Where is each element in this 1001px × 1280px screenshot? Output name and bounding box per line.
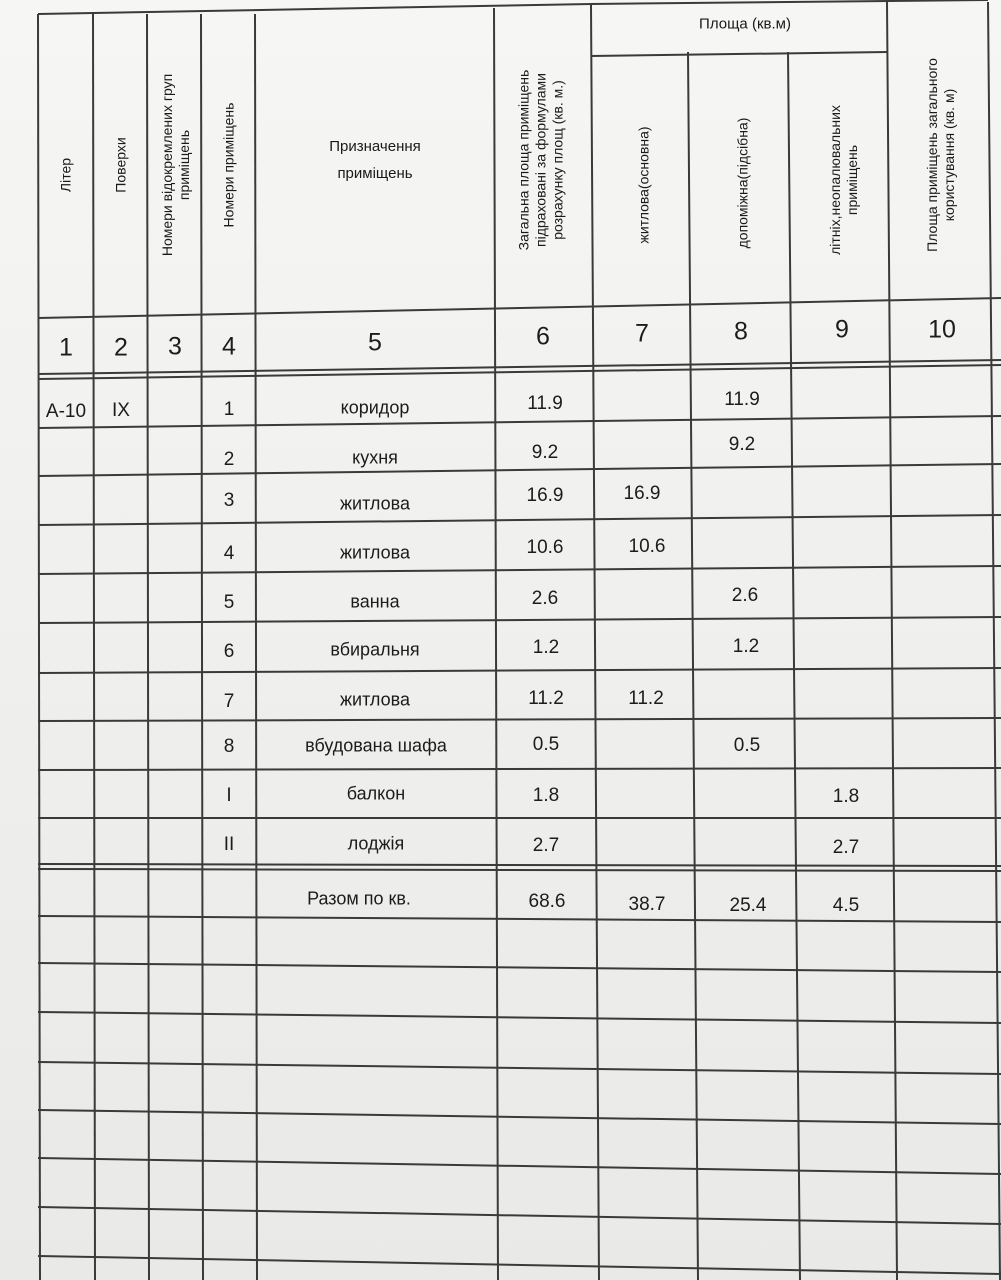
row-room-number: 1 — [223, 399, 235, 420]
row-room-number: 3 — [223, 490, 235, 511]
row-liter: А-10 — [45, 401, 87, 422]
row-room-number: 6 — [223, 641, 235, 662]
column-number: 10 — [928, 315, 956, 344]
header-room-purpose — [329, 133, 421, 187]
row-aux-area: 9.2 — [728, 434, 756, 455]
row-room-number: 8 — [223, 736, 235, 757]
totals-summer-area: 4.5 — [832, 895, 860, 916]
row-total-area: 9.2 — [531, 442, 559, 463]
column-number: 1 — [59, 333, 73, 362]
header-summer-area — [827, 105, 861, 255]
row-purpose: житлова — [339, 542, 411, 563]
row-purpose: житлова — [339, 689, 411, 710]
row-room-number: I — [226, 785, 232, 806]
row-room-number: 2 — [223, 449, 235, 470]
row-total-area: 16.9 — [526, 485, 564, 506]
row-total-area: 11.9 — [527, 393, 563, 414]
row-purpose: житлова — [339, 493, 411, 514]
row-aux-area: 0.5 — [733, 735, 761, 756]
header-total-area — [516, 70, 567, 251]
header-area-group: Площа (кв.м) — [699, 15, 791, 33]
header-liter: Літер — [57, 157, 74, 193]
row-purpose: балкон — [346, 783, 406, 804]
row-total-area: 1.8 — [532, 785, 560, 806]
row-room-number: 7 — [223, 691, 235, 712]
column-number: 6 — [536, 322, 550, 351]
header-common-area — [924, 58, 958, 252]
row-summer-area: 1.8 — [832, 786, 860, 807]
header-common-area-line1: Площа приміщень загального — [924, 58, 940, 252]
row-total-area: 1.2 — [532, 637, 560, 658]
header-room-purpose-line2: приміщень — [337, 165, 413, 182]
column-number: 9 — [835, 315, 849, 344]
row-living-area: 16.9 — [623, 483, 661, 504]
row-purpose: кухня — [352, 447, 398, 468]
totals-total-area: 68.6 — [528, 891, 566, 912]
header-living-area: житлова(основна) — [635, 126, 652, 244]
row-total-area: 2.6 — [531, 588, 559, 609]
header-group-numbers-line1: Номери відокремлених груп — [159, 73, 175, 257]
totals-aux-area: 25.4 — [729, 895, 767, 916]
totals-label: Разом по кв. — [307, 888, 411, 909]
row-aux-area: 1.2 — [732, 636, 760, 657]
header-group-numbers-line2: приміщень — [176, 129, 192, 201]
row-purpose: коридор — [340, 397, 410, 418]
row-purpose: вбудована шафа — [305, 735, 447, 756]
row-living-area: 11.2 — [628, 688, 664, 709]
totals-living-area: 38.7 — [628, 894, 666, 915]
row-room-number: 4 — [223, 543, 235, 564]
row-total-area: 2.7 — [532, 835, 560, 856]
row-summer-area: 2.7 — [832, 837, 860, 858]
header-room-purpose-line1: Призначення — [329, 138, 421, 155]
header-summer-area-line2: приміщень — [844, 144, 860, 216]
row-floor: IX — [112, 400, 130, 421]
header-group-numbers — [159, 74, 193, 256]
column-number: 8 — [734, 317, 748, 346]
row-room-number: II — [223, 834, 235, 855]
row-total-area: 10.6 — [526, 537, 564, 558]
header-common-area-line2: користування (кв. м) — [941, 88, 957, 222]
header-total-area-line3: розрахунку площ (кв. м.) — [549, 80, 566, 240]
row-purpose: лоджія — [347, 833, 405, 854]
header-aux-area: допоміжна(підсібна) — [734, 117, 751, 249]
column-number: 2 — [114, 333, 128, 362]
row-aux-area: 11.9 — [724, 389, 760, 410]
column-number: 4 — [222, 332, 236, 361]
row-total-area: 11.2 — [528, 688, 564, 709]
row-purpose: вбиральня — [330, 639, 420, 660]
column-number: 5 — [368, 328, 382, 357]
header-room-numbers: Номери приміщень — [220, 102, 237, 228]
column-number: 7 — [635, 319, 649, 348]
row-total-area: 0.5 — [532, 734, 560, 755]
row-purpose: ванна — [350, 591, 400, 612]
header-floors: Поверхи — [112, 137, 129, 193]
row-room-number: 5 — [223, 592, 235, 613]
column-number: 3 — [168, 332, 182, 361]
header-total-area-line1: Загальна площа приміщень — [515, 69, 532, 251]
row-aux-area: 2.6 — [731, 585, 759, 606]
row-living-area: 10.6 — [628, 536, 666, 557]
header-summer-area-line1: літніх,неопалювальних — [827, 105, 843, 255]
header-total-area-line2: підраховані за формулами — [532, 73, 549, 247]
